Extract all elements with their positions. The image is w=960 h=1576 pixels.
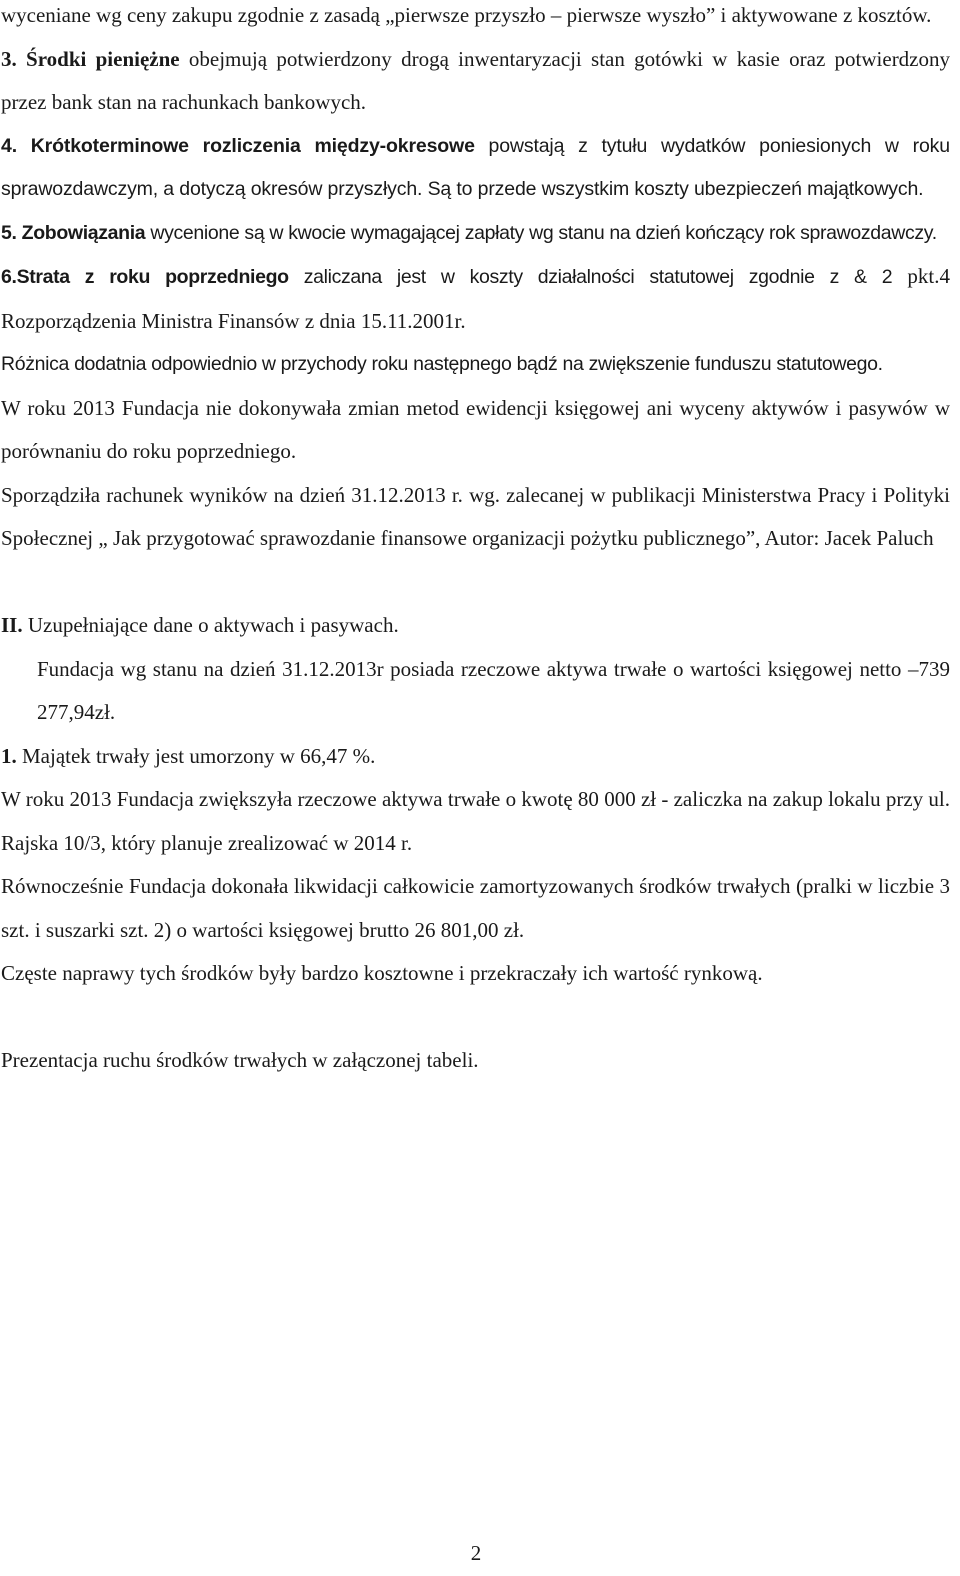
spacer [0, 996, 960, 1040]
paragraph-text: Fundacja wg stanu na dzień 31.12.2013r posiada rzeczowe aktywa trwałe o wartości księgowej netto –739 277,94zł. [37, 656, 950, 724]
paragraph-text: zaliczana jest w koszty działalności statutowej zgodnie z & 2 [288, 266, 893, 288]
paragraph-income-statement [0, 474, 950, 561]
page-number: 2 [470, 1541, 482, 1565]
paragraph-fixed-assets-value [0, 648, 950, 735]
paragraph-text: Sporządziła rachunek wyników na dzień 31.12.2013 r. wg. zalecanej w publikacji Ministerstwa Pracy i Polityki Społecznej „ Jak przygotować sprawozdanie finansowe organizacji pożytku publicznego”, Autor: Jacek Paluch [1, 482, 950, 550]
paragraph-text: obejmują potwierdzony drogą inwentaryzacji stan gotówki w kasie oraz potwierdzony przez bank stan na rachunkach bankowych. [1, 46, 951, 114]
section-number: II. [1, 613, 23, 637]
item-number: 5. [1, 221, 17, 244]
paragraph-prior-year-loss [0, 255, 950, 343]
paragraph-text: wyceniane wg ceny zakupu zgodnie z zasadą „pierwsze przyszło – pierwsze wyszło” i aktywowane z kosztów. [1, 3, 932, 27]
paragraph-text: Różnica dodatnia odpowiednio w przychody roku następnego bądź na zwiększenie funduszu statutowego. [1, 353, 883, 375]
spacer [0, 561, 960, 605]
item-heading: Krótkoterminowe rozliczenia między-okresowe [30, 134, 475, 157]
section-title: Uzupełniające dane o aktywach i pasywach. [22, 613, 399, 637]
paragraph-text: powstają z tytułu wydatków poniesionych w roku sprawozdawczym, a dotyczą okresów przyszłych. Są to przede wszystkim koszty ubezpieczeń majątkowych. [1, 134, 950, 200]
item-number: 6. [1, 266, 17, 288]
item-heading: Strata z roku poprzedniego [16, 266, 289, 288]
paragraph-text: Równocześnie Fundacja dokonała likwidacji całkowicie zamortyzowanych środków trwałych (pralki w liczbie 3 szt. i suszarki szt. 2) o wartości księgowej brutto 26 801,00 zł. [1, 874, 950, 942]
paragraph-text-continued: pkt.4 Rozporządzenia Ministra Finansów z dnia 15.11.2001r. [1, 264, 950, 333]
paragraph-accounting-policy [0, 387, 950, 474]
paragraph-text: Częste naprawy tych środków były bardzo kosztowne i przekraczały ich wartość rynkową. [1, 961, 763, 985]
paragraph-asset-increase [0, 778, 950, 865]
paragraph-prepayments [0, 125, 950, 212]
paragraph-table-reference [0, 1039, 950, 1083]
paragraph-cash [0, 38, 950, 125]
item-number: 1. [1, 743, 17, 768]
paragraph-text: W roku 2013 Fundacja nie dokonywała zmian metod ewidencji księgowej ani wyceny aktywów i pasywów w porównaniu do roku poprzedniego. [1, 395, 950, 463]
item-number: 3. [1, 46, 17, 71]
paragraph-depreciation [0, 735, 950, 779]
item-heading: Zobowiązania [21, 221, 146, 244]
paragraph-text: wycenione są w kwocie wymagającej zapłaty wg stanu na dzień kończący rok sprawozdawczy. [145, 221, 937, 244]
section-heading-ii [0, 604, 950, 648]
item-heading: Środki pieniężne [26, 46, 180, 71]
paragraph-repairs [0, 952, 950, 996]
paragraph-text: Prezentacja ruchu środków trwałych w załączonej tabeli. [1, 1048, 479, 1072]
paragraph-text: Majątek trwały jest umorzony w 66,47 %. [16, 743, 376, 768]
paragraph-surplus [0, 343, 950, 387]
paragraph-asset-liquidation [0, 865, 950, 952]
item-number: 4. [1, 134, 17, 157]
paragraph-text: W roku 2013 Fundacja zwiększyła rzeczowe aktywa trwałe o kwotę 80 000 zł - zaliczka na zakup lokalu przy ul. Rajska 10/3, który planuje zrealizować w 2014 r. [1, 787, 950, 855]
paragraph-liabilities [0, 212, 950, 256]
paragraph-inventory-valuation [0, 0, 950, 38]
